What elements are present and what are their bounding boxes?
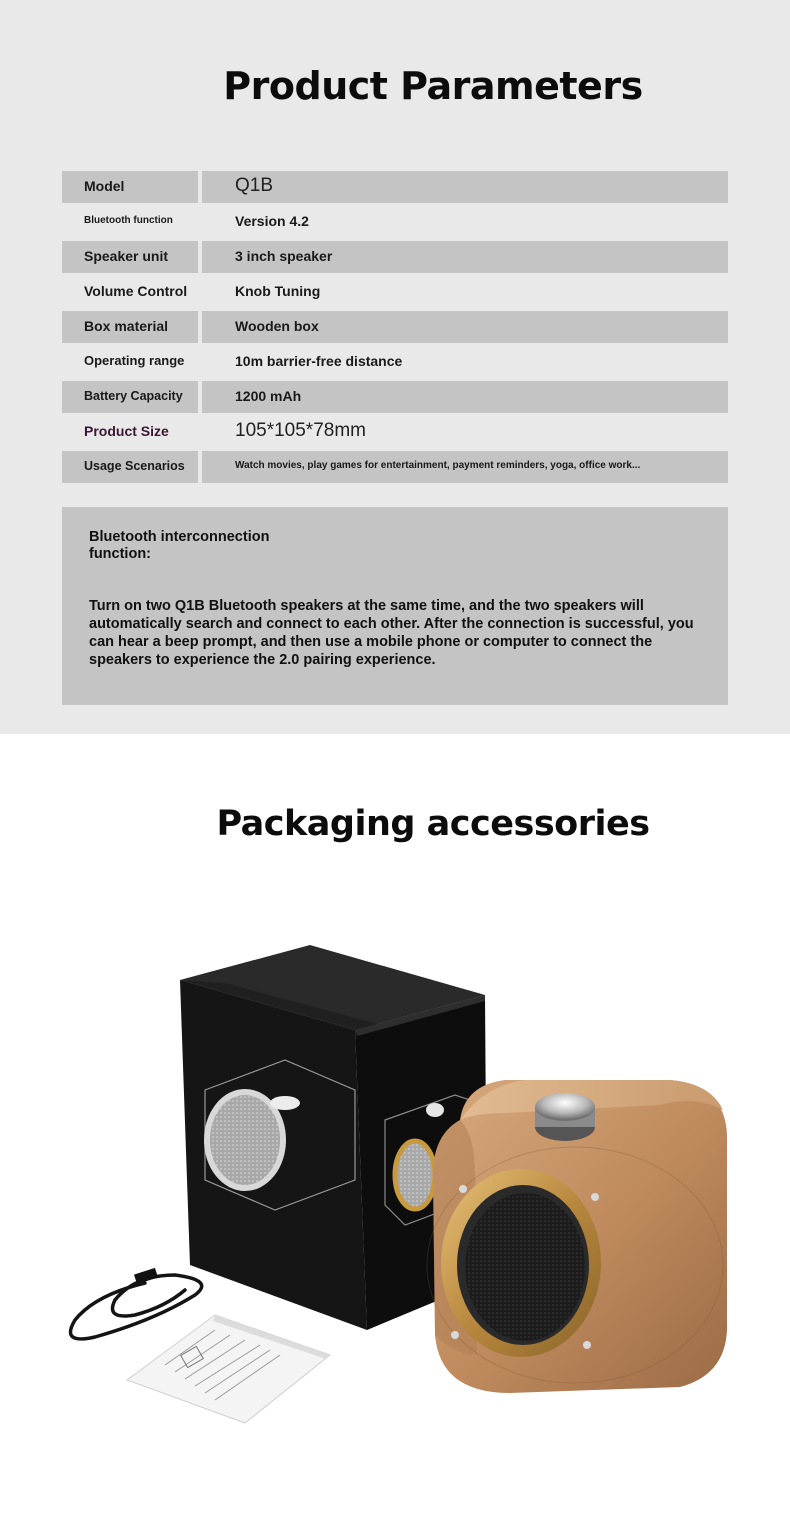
product-photo	[55, 935, 745, 1435]
spec-value: 3 inch speaker	[202, 241, 728, 273]
spec-label: Battery Capacity	[62, 381, 198, 413]
interconnection-heading: Bluetooth interconnection function:	[89, 529, 270, 562]
instruction-manual	[127, 1315, 330, 1423]
spec-value: Wooden box	[202, 311, 728, 343]
spec-value: Q1B	[202, 171, 728, 203]
spec-value: 105*105*78mm	[235, 420, 366, 441]
wooden-speaker	[427, 1080, 727, 1393]
usb-cable	[71, 1268, 202, 1339]
spec-value: 1200 mAh	[202, 381, 728, 413]
parameters-section	[0, 0, 790, 734]
spec-label: Speaker unit	[62, 241, 198, 273]
spec-row-battery	[62, 381, 728, 416]
spec-row-box-material	[62, 311, 728, 346]
spec-label: Bluetooth function	[84, 215, 173, 226]
spec-row-bluetooth	[62, 206, 728, 241]
spec-value: 10m barrier-free distance	[235, 353, 403, 369]
spec-label: Product Size	[84, 423, 169, 439]
params-title: Product Parameters	[223, 64, 643, 108]
spec-label: Volume Control	[84, 283, 188, 299]
spec-label: Operating range	[84, 353, 185, 368]
spec-value: Knob Tuning	[235, 283, 321, 299]
packaging-title: Packaging accessories	[216, 804, 650, 844]
spec-value: Watch movies, play games for entertainment, payment reminders, yoga, office work...	[202, 451, 728, 483]
spec-row-model	[62, 171, 728, 206]
spec-row-volume-control	[62, 276, 728, 311]
spec-row-operating-range	[62, 346, 728, 381]
spec-table	[62, 171, 728, 486]
spec-label: Usage Scenarios	[62, 451, 198, 483]
spec-value: Version 4.2	[235, 213, 309, 229]
spec-row-product-size	[62, 416, 728, 451]
spec-label: Model	[62, 171, 198, 203]
interconnection-text: Turn on two Q1B Bluetooth speakers at the same time, and the two speakers will automatically search and connect to each other. After the connection is successful, you can hear a beep prompt, and then use a mobile phone or computer to connect the speakers to experience the 2.0 pairing experience.	[89, 598, 694, 668]
spec-row-speaker-unit	[62, 241, 728, 276]
spec-row-usage	[62, 451, 728, 486]
spec-label: Box material	[62, 311, 198, 343]
interconnection-box	[62, 507, 728, 705]
